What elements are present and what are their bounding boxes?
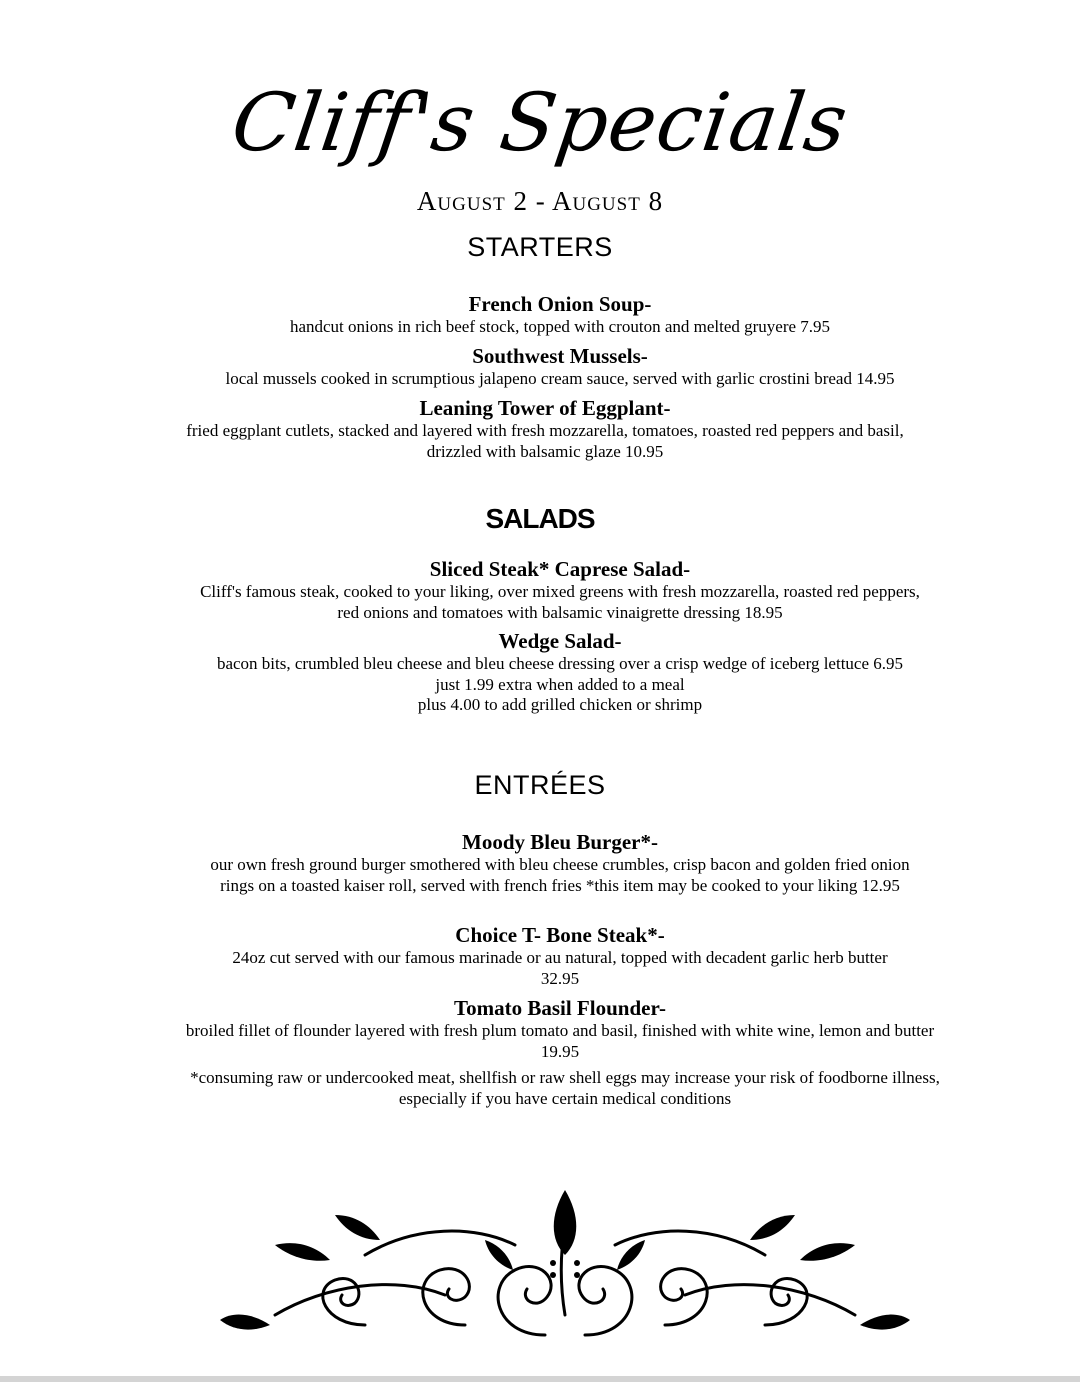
item-description: bacon bits, crumbled bleu cheese and bleu cheese dressing over a crisp wedge of iceberg lettuce 6.95: [216, 654, 904, 673]
date-range: August 2 - August 8: [416, 186, 664, 216]
menu-item-southwest-mussels: [170, 343, 950, 390]
menu-item-tomato-basil-flounder: [180, 995, 940, 1062]
menu-item-wedge-salad: [170, 628, 950, 716]
decorative-scroll-flourish-icon: [215, 1185, 915, 1345]
bottom-divider: [0, 1376, 1080, 1382]
item-description: broiled fillet of flounder layered with fresh plum tomato and basil, finished with white wine, lemon and butter 19.95: [185, 1021, 935, 1061]
menu-item-moody-bleu-burger: [205, 829, 915, 896]
item-name: French Onion Soup-: [468, 292, 652, 316]
item-name: Sliced Steak* Caprese Salad-: [429, 557, 691, 581]
allergen-footnote: [180, 1068, 950, 1109]
item-description: 24oz cut served with our famous marinade or au natural, topped with decadent garlic herb butter 32.95: [232, 948, 888, 988]
page-title: Cliff's Specials: [226, 76, 854, 169]
section-heading-salads: SALADS: [485, 503, 595, 534]
item-description: handcut onions in rich beef stock, topped with crouton and melted gruyere 7.95: [289, 317, 831, 336]
section-heading-starters: STARTERS: [467, 232, 613, 262]
item-name: Wedge Salad-: [498, 629, 622, 653]
item-name: Moody Bleu Burger*-: [462, 830, 658, 854]
item-description: Cliff's famous steak, cooked to your liking, over mixed greens with fresh mozzarella, roasted red peppers, red onions and tomatoes with balsamic vinaigrette dressing 18.95: [200, 582, 920, 622]
item-extra-note: just 1.99 extra when added to a meal: [435, 674, 685, 694]
item-name: Choice T- Bone Steak*-: [455, 923, 665, 947]
menu-item-t-bone-steak: [220, 922, 900, 989]
menu-item-french-onion-soup: [170, 291, 950, 338]
menu-item-sliced-steak-caprese: [200, 556, 920, 623]
menu-item-leaning-tower-eggplant: [175, 395, 915, 462]
item-extra-note: plus 4.00 to add grilled chicken or shrimp: [417, 695, 703, 714]
item-name: Southwest Mussels-: [472, 344, 648, 368]
item-description: our own fresh ground burger smothered with bleu cheese crumbles, crisp bacon and golden fried onion rings on a toasted kaiser roll, served with french fries *this item may be cooked to your liking 12.95: [210, 855, 910, 895]
item-name: Leaning Tower of Eggplant-: [419, 396, 671, 420]
section-heading-entrees: ENTRÉES: [474, 770, 606, 800]
footnote-text: *consuming raw or undercooked meat, shellfish or raw shell eggs may increase your risk of foodborne illness, especially if you have certain medical conditions: [190, 1068, 940, 1108]
item-name: Tomato Basil Flounder-: [454, 996, 666, 1020]
item-description: local mussels cooked in scrumptious jalapeno cream sauce, served with garlic crostini bread 14.95: [225, 369, 895, 388]
item-description: fried eggplant cutlets, stacked and layered with fresh mozzarella, tomatoes, roasted red peppers and basil, drizzled with balsamic glaze 10.95: [186, 421, 904, 461]
